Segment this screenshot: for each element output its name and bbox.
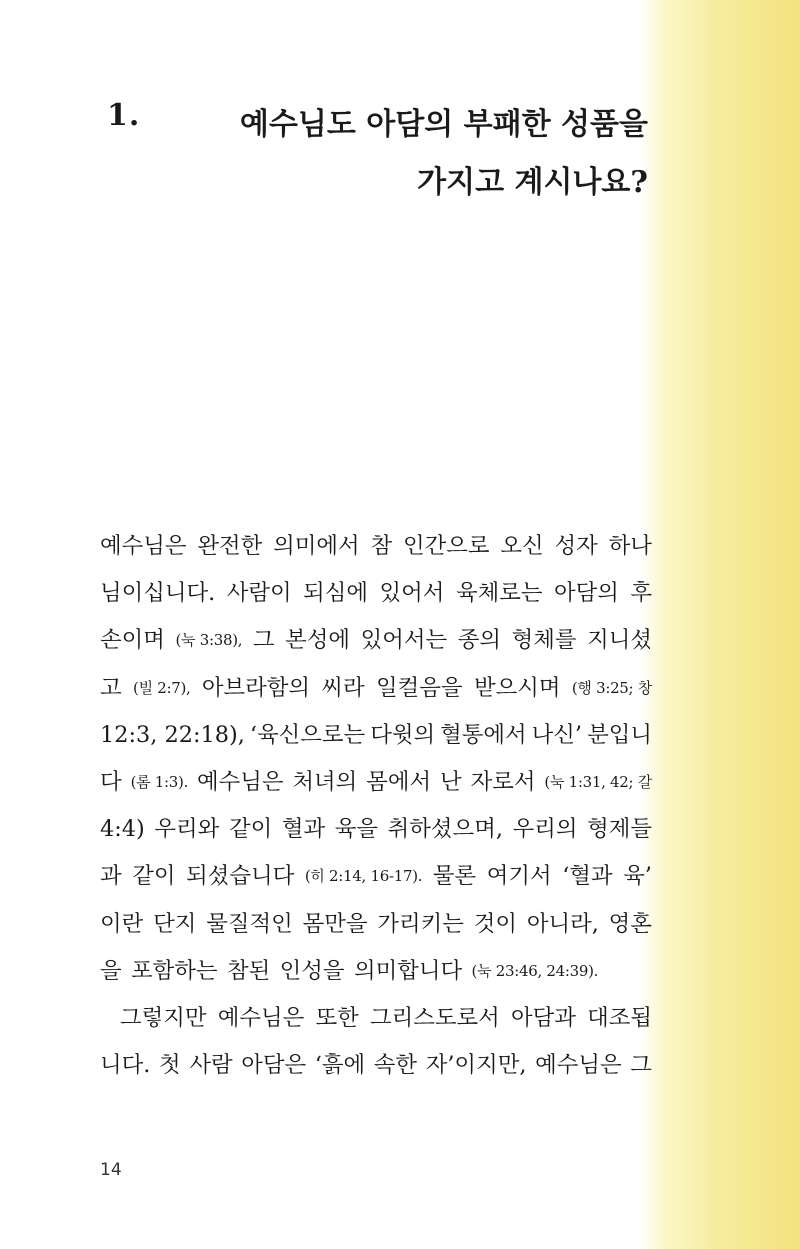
- body-word: 인성을: [279, 957, 345, 984]
- scripture-reference: (빌 2:7),: [133, 678, 191, 697]
- body-word: 같이: [228, 816, 273, 843]
- body-word: 육’: [623, 863, 652, 890]
- body-word: 지니셨: [587, 627, 652, 654]
- body-line: [100, 759, 652, 806]
- body-word: 몸에서: [366, 768, 432, 795]
- body-line: [100, 995, 652, 1042]
- chapter-title: [228, 96, 648, 212]
- body-word: 성자: [554, 533, 598, 559]
- body-word: 일컬음을: [376, 674, 463, 701]
- body-word: 또한: [315, 1004, 359, 1031]
- body-word: 것이: [473, 910, 517, 937]
- body-word: 아니라,: [526, 910, 599, 937]
- body-line: [100, 665, 652, 712]
- body-word: 과: [100, 863, 122, 890]
- body-word: 분입니: [587, 721, 652, 748]
- body-word: 예수님은: [100, 533, 187, 559]
- chapter-title-line-1: 예수님도 아담의 부패한 성품을: [239, 107, 648, 142]
- body-word: 아담과: [510, 1004, 576, 1031]
- body-word: 종의: [457, 627, 501, 654]
- body-word: 육체로는: [455, 580, 543, 607]
- body-word: 을: [100, 957, 122, 984]
- scripture-reference: (히 2:14, 16-17).: [304, 867, 423, 886]
- body-word: 같이: [132, 863, 176, 890]
- body-word: 그: [630, 1052, 652, 1079]
- body-word: 아담의: [553, 580, 619, 607]
- body-word: 사람이: [226, 580, 292, 607]
- body-word: 후: [630, 580, 652, 607]
- body-line: [100, 806, 652, 853]
- body-word: 받으시며: [473, 674, 561, 701]
- body-word: 혈과: [281, 816, 326, 843]
- body-line: [100, 617, 652, 664]
- body-word: 물론: [432, 863, 477, 890]
- body-word: 본성에: [285, 627, 350, 654]
- body-word: 형제들: [587, 816, 652, 843]
- body-word: 하나: [608, 533, 652, 559]
- body-word: 자로서: [470, 768, 536, 795]
- body-word: 다: [100, 768, 122, 795]
- body-word: 있어서는: [360, 627, 448, 654]
- body-word: 고: [100, 674, 122, 701]
- body-word: 니다.: [100, 1052, 151, 1079]
- body-word: 예수님은: [217, 1004, 305, 1031]
- scripture-reference: (눅 1:31, 42; 갈: [544, 772, 652, 791]
- body-word: 그렇지만: [120, 1004, 207, 1031]
- chapter-title-line-2: 가지고 계시나요?: [417, 165, 648, 200]
- page-number: 14: [100, 1160, 122, 1180]
- body-word: 처녀의: [292, 768, 358, 795]
- body-line: [100, 523, 652, 570]
- scripture-reference: (롬 1:3).: [130, 772, 189, 791]
- body-word: 대조됩: [587, 1004, 652, 1031]
- body-line: [100, 901, 652, 948]
- body-word: 12:3, 22:18),: [100, 721, 245, 748]
- body-word: 오신: [500, 533, 544, 559]
- body-line: [100, 853, 652, 900]
- body-word: 난: [440, 768, 462, 795]
- scripture-reference: (눅 3:38),: [175, 631, 243, 650]
- body-word: 물질적인: [206, 910, 293, 937]
- body-word: 의미합니다: [353, 957, 463, 984]
- body-word: 인간으로: [403, 533, 490, 559]
- body-word: 단지: [153, 910, 197, 937]
- body-word: 씨라: [321, 674, 365, 701]
- body-word: 이란: [100, 910, 144, 937]
- body-word: 참된: [226, 957, 271, 984]
- body-word: 그: [252, 627, 275, 654]
- body-paragraphs: [100, 523, 652, 1089]
- chapter-number: 1.: [107, 98, 141, 133]
- body-word: 우리와: [154, 816, 220, 843]
- body-word: 다윗의: [370, 721, 436, 748]
- body-word: 육을: [334, 816, 379, 843]
- body-line: [100, 948, 652, 995]
- body-word: 자’이지만,: [425, 1052, 527, 1079]
- body-word: 있어서: [379, 580, 445, 607]
- body-word: 형체를: [511, 627, 577, 654]
- body-line: [100, 570, 652, 617]
- body-word: 몸만을: [302, 910, 368, 937]
- body-word: 아담은: [241, 1052, 307, 1079]
- body-word: 사람: [189, 1052, 233, 1079]
- scripture-reference: (행 3:25; 창: [571, 678, 652, 697]
- body-word: 되심에: [303, 580, 369, 607]
- body-word: ‘혈과: [562, 863, 613, 890]
- body-word: 영혼: [608, 910, 652, 937]
- body-line: [100, 1042, 652, 1089]
- body-word: 나신’: [531, 721, 583, 748]
- body-word: 예수님은: [535, 1052, 622, 1079]
- body-word: 포함하는: [131, 957, 218, 984]
- body-word: ‘육신으로는: [249, 721, 366, 748]
- body-word: 여기서: [486, 863, 552, 890]
- body-line: [100, 712, 652, 759]
- body-word: ‘흙에: [314, 1052, 366, 1079]
- body-word: 첫: [159, 1052, 181, 1079]
- body-word: 혈통에서: [440, 721, 527, 748]
- scripture-reference: (눅 23:46, 24:39).: [471, 961, 599, 980]
- body-word: 그리스도로서: [369, 1004, 500, 1031]
- body-word: 가리키는: [377, 910, 464, 937]
- body-word: 완전한: [197, 533, 263, 559]
- body-word: 의미에서: [273, 533, 360, 559]
- body-word: 예수님은: [196, 768, 284, 795]
- body-word: 4:4): [100, 816, 145, 843]
- body-word: 되셨습니다: [186, 863, 295, 890]
- body-word: 아브라함의: [201, 674, 311, 701]
- body-word: 님이십니다.: [100, 580, 216, 607]
- body-word: 속한: [373, 1052, 418, 1079]
- body-word: 참: [370, 533, 393, 559]
- body-word: 우리의: [512, 816, 578, 843]
- body-word: 취하셨으며,: [387, 816, 503, 843]
- body-word: 손이며: [100, 627, 165, 654]
